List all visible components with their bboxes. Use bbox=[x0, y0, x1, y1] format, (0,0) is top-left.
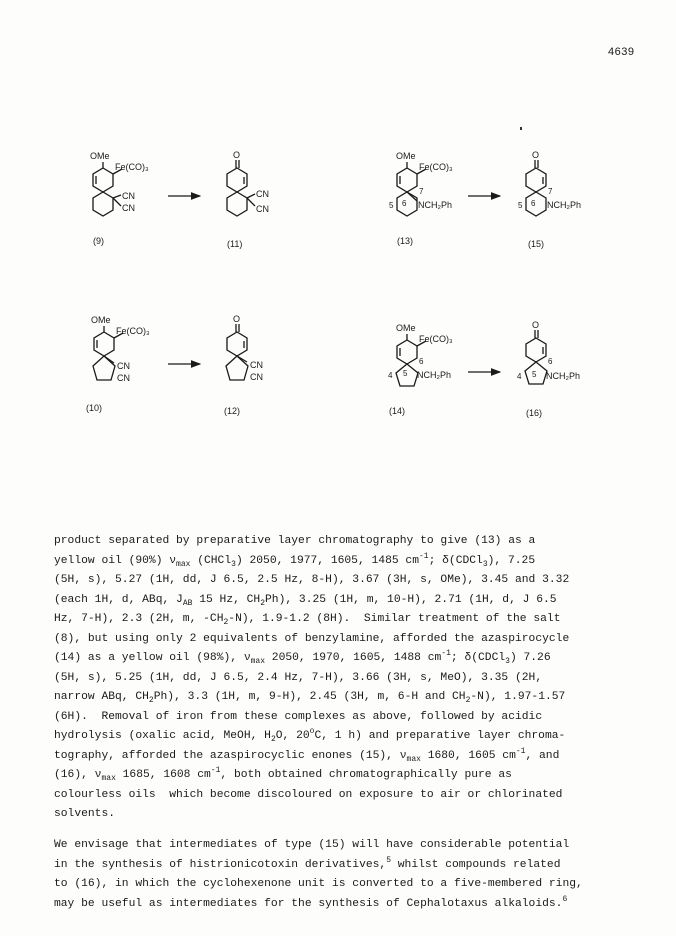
text-segment: (14) as a yellow oil (98%), ν bbox=[54, 652, 251, 664]
discussion-paragraph bbox=[54, 836, 634, 914]
compound-number-12: (12) bbox=[224, 406, 241, 416]
text-segment: yellow oil (90%) ν bbox=[54, 554, 177, 567]
amine-label: NCH₂Ph bbox=[547, 200, 582, 210]
text-line: colourless oils which become discoloured on exposure to air or chlorinated bbox=[54, 788, 563, 801]
cn-label: CN bbox=[117, 373, 130, 383]
amine-label: NCH₂Ph bbox=[417, 370, 452, 380]
position-label: 6 bbox=[419, 357, 424, 366]
text-segment: may be useful as intermediates for the synthesis of Cephalotaxus alkaloids. bbox=[54, 897, 563, 910]
text-segment: 1685, 1608 cm bbox=[115, 769, 211, 781]
text-line bbox=[54, 591, 634, 611]
subscript: max bbox=[250, 657, 266, 666]
text-line: (8), but using only 2 equivalents of benzylamine, afforded the azaspirocycle bbox=[54, 632, 570, 645]
carbonyl-o-label: O bbox=[233, 150, 241, 160]
subscript: 2 bbox=[223, 618, 229, 627]
position-label: 4 bbox=[517, 372, 522, 381]
ome-label: OMe bbox=[396, 323, 416, 333]
cn-label: CN bbox=[256, 189, 269, 199]
compound-12-structure bbox=[226, 324, 248, 380]
subscript: 2 bbox=[270, 735, 276, 744]
superscript: -1 bbox=[418, 551, 429, 561]
cn-label: CN bbox=[117, 361, 130, 371]
subscript: 2 bbox=[260, 598, 266, 608]
fe-co3-label: Fe(CO)₃ bbox=[419, 334, 453, 344]
text-line bbox=[54, 747, 634, 767]
ome-label: OMe bbox=[91, 315, 111, 325]
cn-label: CN bbox=[122, 191, 135, 201]
text-segment: , both obtained chromatographically pure as bbox=[220, 769, 512, 781]
position-label: 6 bbox=[531, 199, 536, 208]
compound-number-16: (16) bbox=[526, 408, 543, 418]
text-segment: -N), 1.97-1.57 bbox=[470, 691, 566, 703]
subscript: 2 bbox=[148, 696, 154, 705]
superscript: o bbox=[309, 727, 315, 736]
text-segment: Ph), 3.3 (1H, m, 9-H), 2.45 (3H, m, 6-H and CH bbox=[153, 691, 466, 703]
subscript: max bbox=[406, 754, 421, 764]
position-label: 7 bbox=[419, 187, 424, 196]
position-label: 5 bbox=[389, 201, 394, 210]
text-segment: ), 7.25 bbox=[487, 554, 536, 567]
compound-number-11: (11) bbox=[227, 239, 243, 249]
text-segment: (CHCl bbox=[190, 554, 232, 567]
text-segment: O, 20 bbox=[275, 730, 310, 742]
amine-label: NCH₂Ph bbox=[546, 371, 581, 381]
text-line: product separated by preparative layer chromatography to give (13) as a bbox=[54, 535, 536, 547]
subscript: max bbox=[101, 774, 116, 783]
text-line bbox=[54, 610, 634, 630]
superscript: -1 bbox=[515, 746, 526, 756]
text-segment: tography, afforded the azaspirocyclic enones (15), ν bbox=[54, 749, 407, 762]
text-line: solvents. bbox=[54, 808, 116, 820]
text-line: (5H, s), 5.27 (1H, dd, J 6.5, 2.5 Hz, 8-H), 3.67 (3H, s, OMe), 3.45 and 3.32 bbox=[54, 574, 570, 586]
position-label: 5 bbox=[532, 370, 537, 379]
subscript: AB bbox=[182, 598, 193, 608]
cn-label: CN bbox=[122, 203, 135, 213]
position-label: 7 bbox=[548, 187, 553, 196]
text-segment: (16), ν bbox=[54, 769, 102, 781]
text-segment: ) 7.26 bbox=[509, 652, 551, 664]
text-line bbox=[54, 688, 634, 708]
text-segment: 2050, 1970, 1605, 1488 cm bbox=[265, 652, 442, 664]
carbonyl-o-label: O bbox=[532, 320, 540, 330]
page-number: 4639 bbox=[608, 46, 635, 58]
text-segment: ; δ(CDCl bbox=[428, 554, 483, 567]
superscript: -1 bbox=[210, 766, 221, 775]
text-segment: Ph), 3.25 (1H, m, 10-H), 2.71 (1H, d, J 6.5 bbox=[265, 593, 557, 606]
text-line: to (16), in which the cyclohexenone unit is converted to a five-membered ring, bbox=[54, 878, 583, 890]
text-segment: ) 2050, 1977, 1605, 1485 cm bbox=[235, 554, 419, 567]
text-line bbox=[54, 552, 634, 572]
carbonyl-o-label: O bbox=[532, 150, 540, 160]
fe-co3-label: Fe(CO)₃ bbox=[115, 162, 149, 172]
text-line bbox=[54, 895, 634, 915]
cn-label: CN bbox=[250, 360, 263, 370]
subscript: 3 bbox=[482, 559, 488, 569]
text-line: (5H, s), 5.25 (1H, dd, J 6.5, 2.4 Hz, 7-H), 3.66 (3H, s, MeO), 3.35 (2H, bbox=[54, 671, 543, 684]
carbonyl-o-label: O bbox=[233, 314, 241, 324]
ome-label: OMe bbox=[396, 151, 416, 161]
text-segment: in the synthesis of histrionicotoxin derivatives, bbox=[54, 858, 387, 871]
compound-number-15: (15) bbox=[528, 239, 545, 249]
subscript: 2 bbox=[465, 696, 471, 705]
position-label: 5 bbox=[518, 201, 523, 210]
text-segment: whilst compounds related bbox=[391, 858, 561, 871]
text-segment: ; δ(CDCl bbox=[450, 652, 506, 664]
text-segment: 15 Hz, CH bbox=[192, 593, 261, 606]
superscript: -1 bbox=[441, 649, 451, 658]
subscript: 3 bbox=[505, 657, 510, 666]
superscript: 5 bbox=[386, 855, 391, 865]
text-segment: 1680, 1605 cm bbox=[420, 749, 516, 762]
text-segment: -N), 1.9-1.2 (8H). Similar treatment of the salt bbox=[228, 613, 561, 625]
superscript: 6 bbox=[562, 894, 568, 904]
ome-label: OMe bbox=[90, 151, 110, 161]
position-label: 5 bbox=[403, 369, 408, 378]
compound-number-10: (10) bbox=[86, 403, 103, 413]
text-line: (6H). Removal of iron from these complexes as above, followed by acidic bbox=[54, 710, 543, 723]
text-segment: hydrolysis (oxalic acid, MeOH, H bbox=[54, 730, 271, 742]
text-line bbox=[54, 649, 634, 669]
cn-label: CN bbox=[250, 372, 263, 382]
text-line bbox=[54, 727, 634, 747]
text-line bbox=[54, 856, 634, 876]
position-label: 6 bbox=[548, 357, 553, 366]
compound-number-13: (13) bbox=[397, 236, 414, 246]
position-label: 6 bbox=[402, 199, 407, 208]
amine-label: NCH₂Ph bbox=[418, 200, 453, 210]
text-segment: (each 1H, d, ABq, J bbox=[54, 593, 183, 606]
compound-number-9: (9) bbox=[93, 236, 104, 246]
position-label: 4 bbox=[388, 371, 393, 380]
subscript: max bbox=[176, 559, 191, 569]
compound-11-structure bbox=[227, 160, 255, 216]
text-segment: C, 1 h) and preparative layer chroma- bbox=[314, 730, 566, 742]
text-line bbox=[54, 766, 634, 786]
fe-co3-label: Fe(CO)₃ bbox=[116, 326, 150, 336]
text-segment: , and bbox=[525, 749, 560, 762]
compound-15-structure bbox=[526, 160, 546, 216]
experimental-paragraph bbox=[54, 532, 634, 825]
fe-co3-label: Fe(CO)₃ bbox=[419, 162, 453, 172]
compound-number-14: (14) bbox=[389, 406, 406, 416]
subscript: 3 bbox=[231, 559, 236, 569]
text-segment: Hz, 7-H), 2.3 (2H, m, -CH bbox=[54, 613, 224, 625]
cn-label: CN bbox=[256, 204, 269, 214]
text-segment: narrow ABq, CH bbox=[54, 691, 149, 703]
text-line: We envisage that intermediates of type (15) will have considerable potential bbox=[54, 839, 570, 851]
